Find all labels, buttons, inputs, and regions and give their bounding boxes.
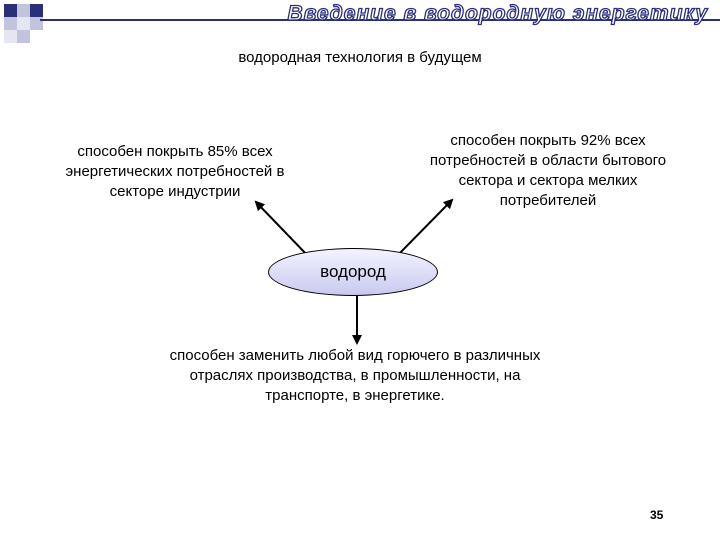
bottom-node-text [110,346,600,406]
left-node-line: секторе индустрии [109,183,241,200]
bottom-node-line: способен заменить любой вид горючего в различных [169,347,541,364]
right-node-line: сектора и сектора мелких [458,172,638,189]
bottom-node-line: транспорте, в энергетике. [265,387,445,404]
arrow-to-right-node [395,200,452,258]
page-number: 35 [650,508,664,522]
center-node-label: водород [320,262,386,281]
right-node-line: потребителей [499,192,597,209]
left-node-line: способен покрыть 85% всех [77,143,273,160]
diagram-subtitle: водородная технология в будущем [238,49,482,66]
center-node-ellipse [268,248,438,296]
left-node-line: энергетических потребностей в [65,163,285,180]
right-node-line: способен покрыть 92% всех [450,132,646,149]
bottom-node-line: отраслях производства, в промышленности, на [189,367,521,384]
right-node-line: потребностей в области бытового [429,152,667,169]
slide-title: Введение в водородную энергетику [287,2,708,25]
arrow-to-left-node [256,202,310,258]
